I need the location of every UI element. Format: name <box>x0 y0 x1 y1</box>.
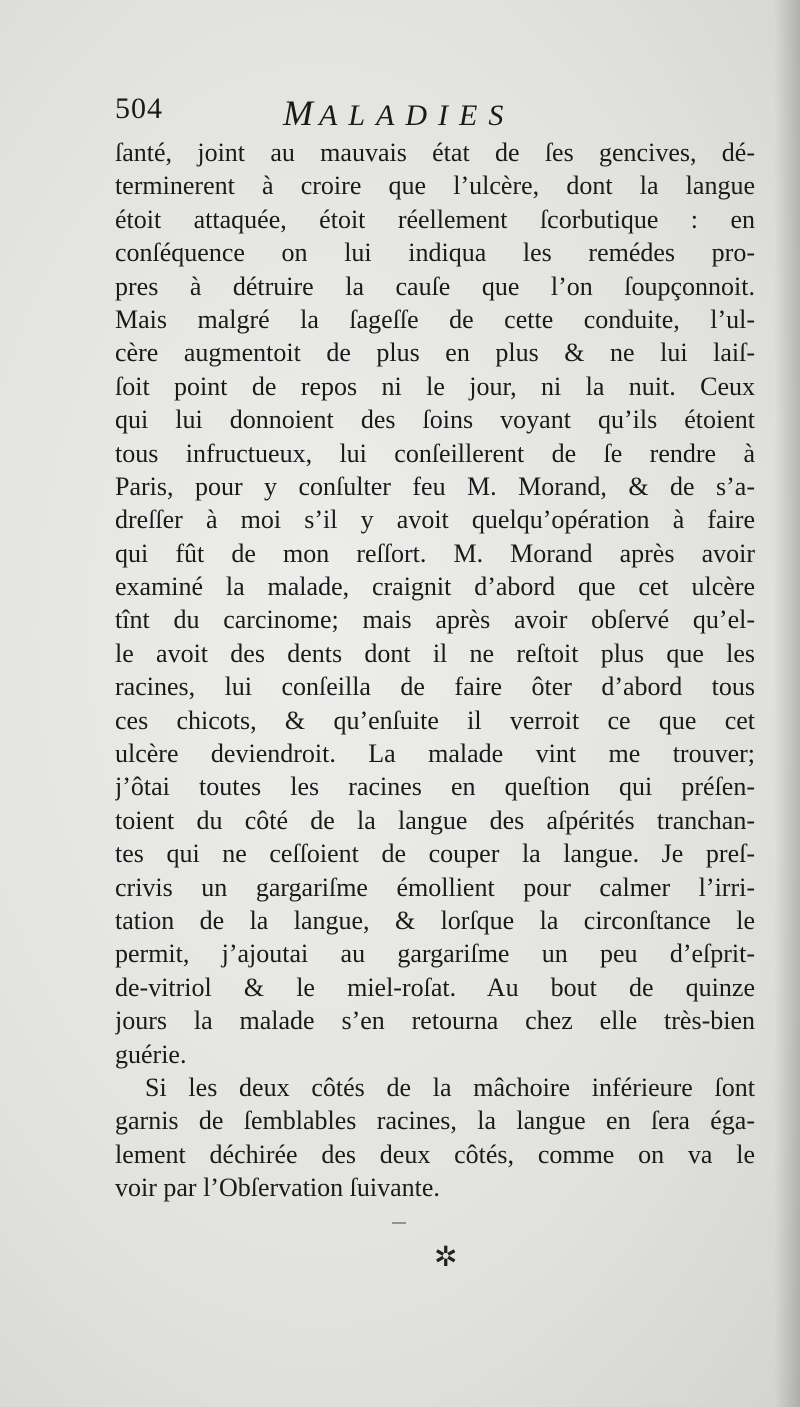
running-head <box>283 92 514 134</box>
text-line: terminerent à croire que l’ulcère, dont la langue <box>115 171 755 201</box>
fleuron-ornament-icon: ✲ <box>434 1242 458 1273</box>
running-head-rest: ALADIES <box>319 99 515 132</box>
text-line: qui fût de mon reſſort. M. Morand après avoir <box>115 538 755 568</box>
text-line: ulcère deviendroit. La malade vint me trouver; <box>115 739 755 769</box>
text-line: permit, j’ajoutai au gargariſme un peu d’eſprit- <box>115 939 755 969</box>
text-line: guérie. <box>115 1039 187 1069</box>
ink-mark <box>392 1222 406 1224</box>
text-line: ſanté, joint au mauvais état de ſes gencives, dé- <box>115 138 755 167</box>
body-text <box>115 136 755 1205</box>
text-line: Mais malgré la ſageſſe de cette conduite, l’ul- <box>115 304 755 334</box>
page-header <box>115 92 755 136</box>
text-line: pres à détruire la cauſe que l’on ſoupçonnoit. <box>115 271 755 301</box>
text-line: crivis un gargariſme émollient pour calmer l’irri- <box>115 872 755 902</box>
text-line: voir par l’Obſervation ſuivante. <box>115 1173 440 1203</box>
text-line: étoit attaquée, étoit réellement ſcorbutique : en <box>115 204 755 234</box>
running-head-initial: M <box>283 93 319 133</box>
text-line: garnis de ſemblables racines, la langue en ſera éga- <box>115 1106 755 1136</box>
text-line: cère augmentoit de plus en plus & ne lui laiſ- <box>115 338 755 368</box>
text-line: le avoit des dents dont il ne reſtoit plus que les <box>115 638 755 668</box>
text-line: racines, lui conſeilla de faire ôter d’abord tous <box>115 672 755 702</box>
text-line: ces chicots, & qu’enſuite il verroit ce que cet <box>115 705 755 735</box>
text-line: Paris, pour y conſulter feu M. Morand, & de s’a- <box>115 471 755 501</box>
text-line: conſéquence on lui indiqua les remédes pro- <box>115 238 755 268</box>
page-edge-shadow <box>774 0 800 1407</box>
text-line: tes qui ne ceſſoient de couper la langue. Je preſ- <box>115 839 755 869</box>
text-line: examiné la malade, craignit d’abord que cet ulcère <box>115 572 755 602</box>
text-line: ſoit point de repos ni le jour, ni la nuit. Ceux <box>115 371 755 401</box>
text-line: dreſſer à moi s’il y avoit quelqu’opération à faire <box>115 505 755 535</box>
text-line: jours la malade s’en retourna chez elle très-bien <box>115 1006 755 1036</box>
text-line: j’ôtai toutes les racines en queſtion qui préſen- <box>115 772 755 802</box>
text-line: tînt du carcinome; mais après avoir obſervé qu’el- <box>115 605 755 635</box>
text-line: toient du côté de la langue des aſpérités tranchan- <box>115 805 755 835</box>
text-line: de-vitriol & le miel-roſat. Au bout de quinze <box>115 972 755 1002</box>
text-line: tation de la langue, & lorſque la circonſtance le <box>115 905 755 935</box>
text-line: qui lui donnoient des ſoins voyant qu’ils étoient <box>115 405 755 435</box>
page-number: 504 <box>115 92 163 125</box>
text-line: Si les deux côtés de la mâchoire inférieure ſont <box>145 1072 755 1102</box>
text-line: lement déchirée des deux côtés, comme on va le <box>115 1139 755 1169</box>
text-line: tous infructueux, lui conſeillerent de ſe rendre à <box>115 438 755 468</box>
